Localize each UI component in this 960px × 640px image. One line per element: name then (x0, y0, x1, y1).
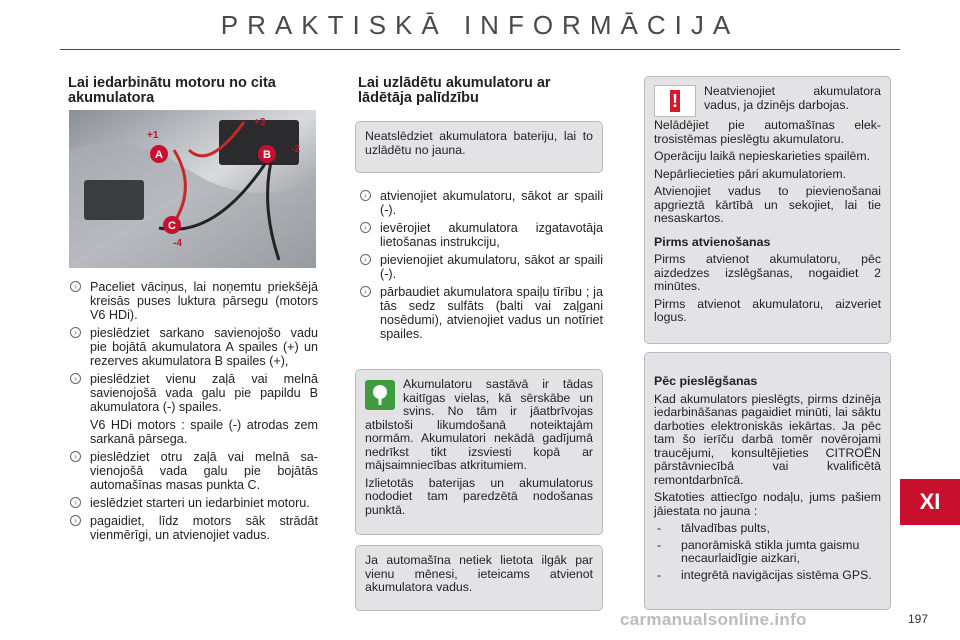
label-plus3: +3 (254, 117, 266, 128)
list-item: › ievērojiet akumulatora izgatavotāja lietošanas instrukciju, (358, 221, 603, 249)
list-item: › pagaidiet, līdz motors sāk strādāt vienmērīgi, un atvienojiet vadus. (68, 514, 318, 542)
after-text-1: Kad akumulators pieslēgts, pirms dzinēja iedarbināšanas pagaidiet minūti, lai sāktu darboties elektroniskās iekārtas. Ja pēc tam šo ierīču darbā tomēr novērojami traucējumi, konsultējieties CITROËN pārstāvniecībā vai kvalificētā remontdarbnīcā. (654, 391, 881, 487)
left-steps (68, 280, 318, 546)
left-step-list (68, 280, 318, 542)
bullet-icon: › (70, 497, 81, 508)
v6-note: V6 HDi motors : spaile (-) atrodas zem sarkanā pārsega. (90, 418, 318, 446)
middle-step-list (358, 189, 603, 341)
label-minus4: -4 (173, 238, 182, 249)
title-divider (60, 49, 900, 50)
list-item: - panorāmiskā stikla jumta gaismu necaurlaidīgie aizkari, (654, 539, 881, 566)
reset-list (654, 522, 881, 582)
list-item: › pievienojiet akumulatoru, sākot ar spaili (-). (358, 253, 603, 281)
list-item: › pieslēdziet sarkano savienojošo vadu pie bojātā akumulatora A spailes (+) un rezerves akumulatora B spailes (+), (68, 326, 318, 368)
bullet-icon: › (360, 222, 371, 233)
list-item: - integrētā navigācijas sistēma GPS. (654, 569, 881, 583)
bullet-icon: › (360, 254, 371, 265)
label-plus1: +1 (147, 130, 159, 141)
list-item: › pieslēdziet otru zaļā vai melnā savienojošā vada galu pie bojātās automašīnas masas punkta C. (68, 450, 318, 492)
disconnect-note-text: Ja automašīna netiek lietota ilgāk par vienu mēnesi, ieteicams atvienot akumulatora vadus. (365, 553, 593, 594)
bullet-icon: › (360, 190, 371, 201)
list-item: › pārbaudiet akumulatora spaiļu tīrību ; ja tās sedz sulfāts (balti vai zaļgani nosēdumi), atvienojiet vadus un notīriet spailes. (358, 285, 603, 341)
chapter-tab: XI (900, 479, 960, 525)
after-text-2: Skatoties attiecīgo nodaļu, jums pašiem jāiestata no jauna : (654, 490, 881, 518)
charge-note-text: Neatslēdziet akumulatora bateriju, lai to uzlādētu no jauna. (365, 129, 593, 157)
label-minus2: -2 (291, 144, 300, 155)
eco-text-1: Akumulatoru sastāvā ir tādas kaitīgas vielas, kā sērskābe un svins. No tām ir jāatbrīvojas atbilstoši likumdošanā noteiktajām normām. Akumulatori nekādā gadījumā nedrīkst tikt izsviesti kopā ar mājsaimniecības atkritumiem. (365, 377, 593, 472)
list-item: › ieslēdziet starteri un iedarbiniet motoru. (68, 496, 318, 510)
bullet-icon: › (70, 281, 81, 292)
left-column (68, 76, 318, 106)
warning-box (644, 76, 891, 344)
list-item: - tālvadības pults, (654, 522, 881, 536)
bullet-icon: › (70, 451, 81, 462)
middle-heading-wrap (358, 76, 603, 106)
middle-steps (358, 189, 603, 345)
list-item: › atvienojiet akumulatoru, sākot ar spaili (-). (358, 189, 603, 217)
label-c: C (168, 220, 176, 232)
watermark: carmanualsonline.info (620, 610, 807, 629)
list-item: › Paceliet vāciņus, lai noņemtu priekšējā kreisās puses luktura pārsegu (motors V6 HDi). (68, 280, 318, 322)
bullet-icon: › (70, 373, 81, 384)
charge-note-box (355, 121, 603, 173)
warning-exclamation-icon: ! (654, 85, 696, 117)
label-b: B (263, 149, 271, 161)
eco-text-2: Izlietotās baterijas un akumulatorus nododiet tam paredzētā nodošanas punktā. (365, 475, 593, 517)
page-number: 197 (908, 612, 929, 626)
before-text: Pirms atvienot akumulatoru, pēc aizdedzes izslēgšanas, nogaidiet 2 minūtes. (654, 252, 881, 293)
page-title: PRAKTISKĀ INFORMĀCIJA (220, 10, 740, 40)
middle-heading: Lai uzlādētu akumulatoru ar lādētāja palīdzību (358, 75, 551, 106)
eco-box (355, 369, 603, 535)
before-disconnect-heading: Pirms atvienošanas (654, 234, 771, 249)
warning-text: Operāciju laikā nepieskarieties spailēm. (654, 149, 870, 163)
bullet-icon: › (70, 327, 81, 338)
warning-text: Nelādējiet pie automašīnas elektrosistēmas pieslēgtu akumulatoru. (654, 118, 881, 146)
before-text: Pirms atvienot akumulatoru, aizveriet logus. (654, 296, 881, 324)
warning-text: Nepārliecieties pāri akumulatoriem. (654, 166, 847, 181)
warning-intro: Neatvienojiet akumulatora vadus, ja dzinējs darbojas. (704, 84, 881, 112)
label-a: A (155, 149, 163, 161)
after-connect-heading: Pēc pieslēgšanas (654, 374, 758, 388)
disconnect-note-box (355, 545, 603, 611)
tree-icon (365, 380, 395, 410)
bullet-icon: › (70, 515, 81, 526)
list-item: › pieslēdziet vienu zaļā vai melnā savienojošā vada galu pie papildu B akumulatora (-) spailes. V6 HDi motors : spaile (-) atrodas zem sarkanā pārsega. (68, 372, 318, 446)
bullet-icon: › (360, 286, 371, 297)
left-heading: Lai iedarbinātu motoru no cita akumulatora (68, 75, 276, 106)
warning-text: Atvienojiet vadus to pievienošanai apgrieztā kārtībā un sekojiet, lai tie nesaskartos. (654, 184, 881, 225)
engine-bay-photo (69, 110, 316, 268)
after-connect-box (644, 352, 891, 610)
